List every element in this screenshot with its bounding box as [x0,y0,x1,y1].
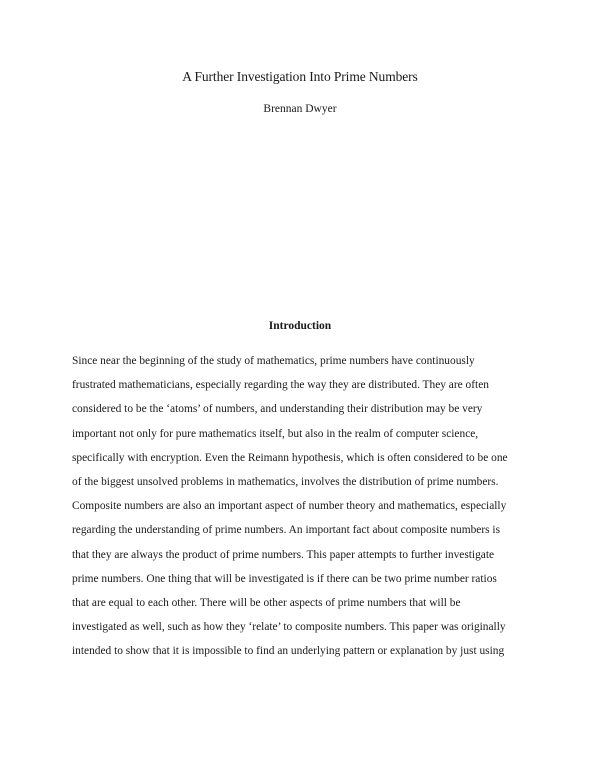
author-name: Brennan Dwyer [263,103,337,115]
body-line: of the biggest unsolved problems in mathematics, involves the distribution of prime numbers. [72,475,499,488]
body-line: that are equal to each other. There will be other aspects of prime numbers that will be [72,596,461,609]
section-heading: Introduction [268,320,332,332]
paper-title: A Further Investigation Into Prime Numbers [182,69,418,84]
body-line: intended to show that it is impossible to find an underlying pattern or explanation by just using [72,645,505,658]
body-line: investigated as well, such as how they ‘relate’ to composite numbers. This paper was originally [72,621,506,634]
body-line: considered to be the ‘atoms’ of numbers, and understanding their distribution may be very [72,403,483,416]
body-line: important not only for pure mathematics itself, but also in the realm of computer science, [72,427,479,440]
body-line: that they are always the product of prime numbers. This paper attempts to further investigate [72,548,495,561]
body-line: prime numbers. One thing that will be investigated is if there can be two prime number ratios [72,572,497,585]
body-line: Since near the beginning of the study of mathematics, prime numbers have continuously [72,355,475,367]
body-line: frustrated mathematicians, especially regarding the way they are distributed. They are often [72,379,489,392]
body-text [72,349,532,663]
body-line: Composite numbers are also an important aspect of number theory and mathematics, especially [72,500,507,513]
body-line: specifically with encryption. Even the Reimann hypothesis, which is often considered to be one [72,451,508,464]
body-line: regarding the understanding of prime numbers. An important fact about composite numbers is [72,524,500,537]
